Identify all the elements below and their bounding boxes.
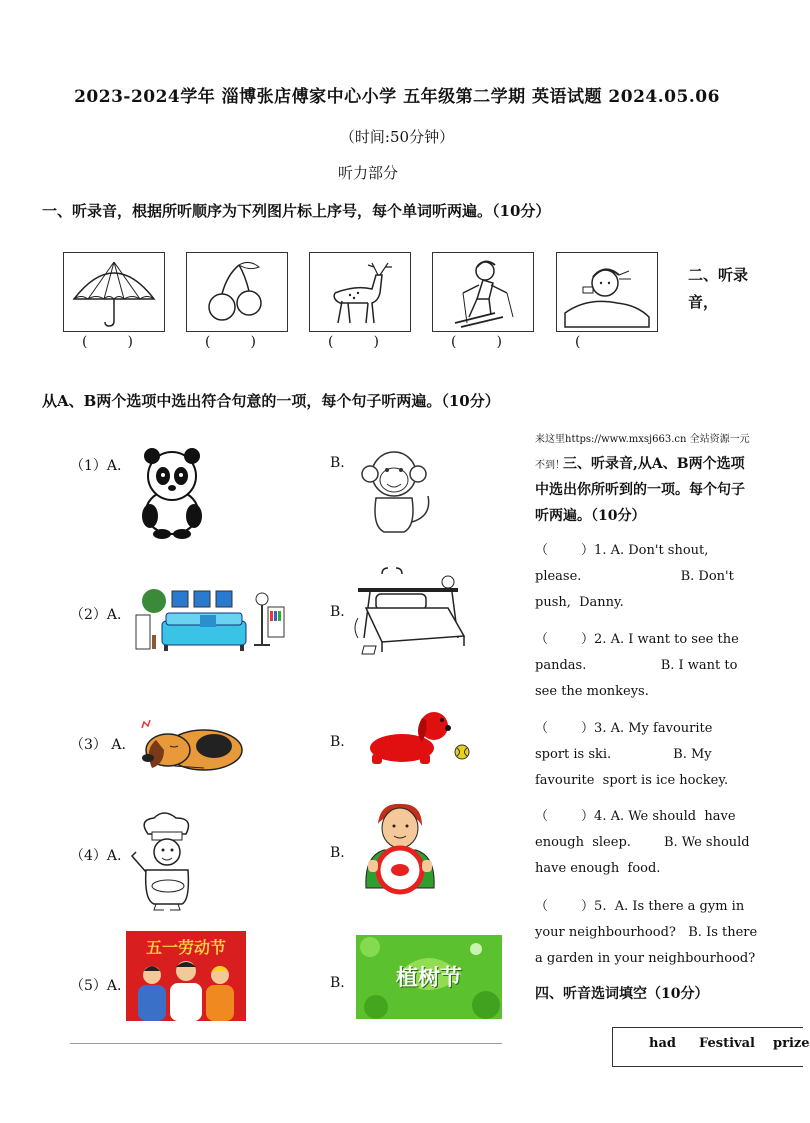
section-divider (70, 1043, 502, 1044)
answer-blank-4[interactable]: ( ) (451, 334, 502, 350)
section3-item-5 (535, 894, 758, 972)
section2-instruction-head: 二、听录音， (688, 266, 749, 311)
labour-day-poster-text: 五一劳动节 (145, 938, 226, 957)
question-1-label: （1）A. (70, 458, 122, 474)
panda-icon (134, 446, 210, 538)
skiing-child-icon (433, 253, 533, 331)
item-2-line-2: pandas. B. I want to (535, 658, 738, 673)
item-3-line-2: sport is ski. B. My (535, 747, 712, 762)
workers-icon (126, 957, 246, 1021)
item-1-line-1: （ ）1. A. Don't shout, (535, 543, 709, 558)
item-1-line-3: push, Danny. (535, 595, 624, 610)
question-3-label: （3） A. (70, 737, 126, 753)
answer-blank-5[interactable]: ( (575, 334, 581, 350)
question-4-option-b: B. (330, 845, 345, 861)
word-bank (612, 1027, 810, 1067)
section3-item-2 (535, 627, 755, 705)
section3-instruction (535, 451, 745, 529)
question-2-label: （2）A. (70, 607, 122, 623)
chef-icon (124, 812, 208, 912)
section1-instruction: 一、听录音，根据所听顺序为下列图片标上序号，每个单词听两遍。（10分） (42, 202, 551, 220)
answer-blank-3[interactable]: ( ) (328, 334, 379, 350)
item-5-line-2: your neighbourhood? B. Is there (535, 925, 758, 940)
umbrella-icon (64, 253, 164, 331)
monkey-icon (352, 446, 436, 538)
labour-day-poster (126, 931, 246, 1021)
deer-icon (310, 253, 410, 331)
red-dog-ball-icon (362, 704, 474, 768)
section3-item-1 (535, 538, 755, 616)
item-2-line-3: see the monkeys. (535, 684, 649, 699)
item-3-line-3: favourite sport is ice hockey. (535, 773, 729, 788)
tree-planting-poster (356, 935, 502, 1019)
question-1-option-b: B. (330, 455, 345, 471)
section2-instruction: 从A、B两个选项中选出符合句意的一项，每个句子听两遍。（10分） (42, 392, 500, 410)
watermark-note: 来这里https://www.mxsj663.cn 全站资源一元不到！ (535, 434, 750, 471)
item-4-line-1: （ ）4. A. We should have (535, 809, 736, 824)
question-2-option-b: B. (330, 604, 345, 620)
answer-blank-2[interactable]: ( ) (205, 334, 256, 350)
word-bank-word-3: prize (773, 1036, 810, 1051)
word-bank-word-2: Festival (699, 1036, 755, 1051)
bedroom-icon (352, 568, 472, 660)
item-5-line-1: （ ）5. A. Is there a gym in (535, 899, 745, 914)
cherry-icon (187, 253, 287, 331)
section3-item-3 (535, 716, 755, 794)
section4-instruction: 四、听音选词填空（10分） (535, 986, 709, 1002)
picture-box-2 (186, 252, 288, 332)
listening-part-heading: 听力部分 (337, 164, 398, 182)
question-5-label: （5）A. (70, 978, 122, 994)
item-4-line-3: have enough food. (535, 861, 661, 876)
question-5-option-b: B. (330, 975, 345, 991)
item-2-line-1: （ ）2. A. I want to see the (535, 632, 739, 647)
picture-box-4 (432, 252, 534, 332)
word-bank-word-1: had (649, 1036, 676, 1051)
sleeping-dog-icon (134, 710, 246, 774)
picture-box-3 (309, 252, 411, 332)
item-1-line-2: please. B. Don't (535, 569, 734, 584)
picture-box-5 (556, 252, 658, 332)
tree-planting-poster-text: 植树节 (395, 966, 462, 991)
sick-child-icon (557, 253, 657, 331)
time-limit: （时间:50分钟） (339, 128, 455, 146)
item-3-line-1: （ ）3. A. My favourite (535, 721, 713, 736)
question-4-label: （4）A. (70, 848, 122, 864)
driver-icon (356, 800, 446, 894)
page-title: 2023-2024学年 淄博张店傅家中心小学 五年级第二学期 英语试题 2024.05.06 (74, 87, 720, 107)
picture-box-1 (63, 252, 165, 332)
answer-blank-1[interactable]: ( ) (82, 334, 133, 350)
item-4-line-2: enough sleep. B. We should (535, 835, 750, 850)
item-5-line-3: a garden in your neighbourhood? (535, 951, 756, 966)
section3-instruction-text: 三、听录音,从A、B两个选项中选出你所听到的一项。每个句子听两遍。（10分） (535, 456, 745, 524)
section3-item-4 (535, 804, 755, 882)
living-room-icon (128, 585, 286, 655)
question-3-option-b: B. (330, 734, 345, 750)
